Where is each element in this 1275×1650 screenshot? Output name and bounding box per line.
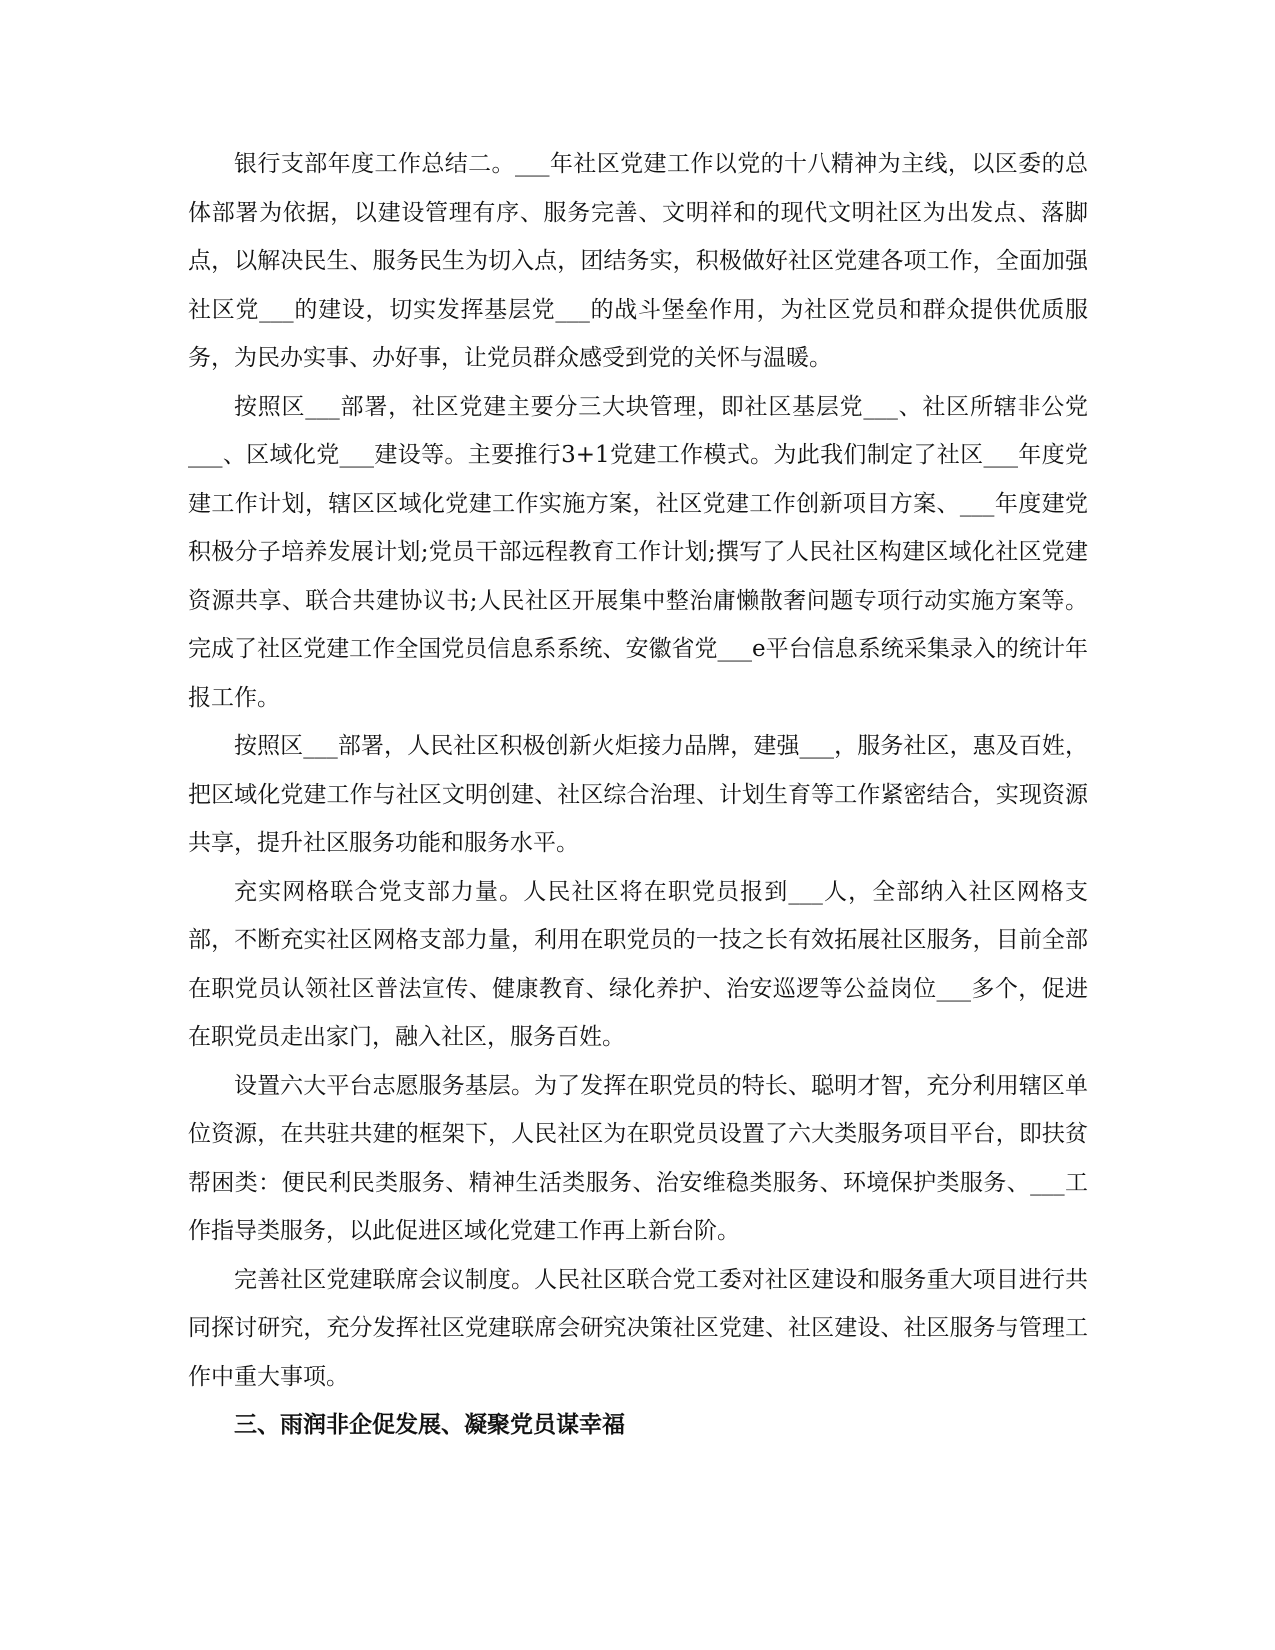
paragraph-1: 银行支部年度工作总结二。___年社区党建工作以党的十八精神为主线，以区委的总体部署为依据，以建设管理有序、服务完善、文明祥和的现代文明社区为出发点、落脚点，以解决民生、服务民生为切入点，团结务实，积极做好社区党建各项工作，全面加强社区党___的建设，切实发挥基层党___的战斗堡垒作用，为社区党员和群众提供优质服务，为民办实事、办好事，让党员群众感受到党的关怀与温暖。 bbox=[188, 151, 1088, 371]
paragraph-6: 完善社区党建联席会议制度。人民社区联合党工委对社区建设和服务重大项目进行共同探讨研究，充分发挥社区党建联席会研究决策社区党建、社区建设、社区服务与管理工作中重大事项。 bbox=[188, 1266, 1088, 1390]
section-heading: 三、雨润非企促发展、凝聚党员谋幸福 bbox=[234, 1411, 625, 1438]
paragraph-5: 设置六大平台志愿服务基层。为了发挥在职党员的特长、聪明才智，充分利用辖区单位资源，在共驻共建的框架下，人民社区为在职党员设置了六大类服务项目平台，即扶贫帮困类：便民利民类服务、精神生活类服务、治安维稳类服务、环境保护类服务、___工作指导类服务，以此促进区域化党建工作再上新台阶。 bbox=[188, 1072, 1088, 1244]
paragraph-2: 按照区___部署，社区党建主要分三大块管理，即社区基层党___、社区所辖非公党___、区域化党___建设等。主要推行3+1党建工作模式。为此我们制定了社区___年度党建工作计划，辖区区域化党建工作实施方案，社区党建工作创新项目方案、___年度建党积极分子培养发展计划;党员干部远程教育工作计划;撰写了人民社区构建区域化社区党建资源共享、联合共建协议书;人民社区开展集中整治庸懒散奢问题专项行动实施方案等。完成了社区党建工作全国党员信息系系统、安徽省党___e平台信息系统采集录入的统计年报工作。 bbox=[188, 393, 1088, 711]
document-body bbox=[188, 140, 1088, 1450]
paragraph-3: 按照区___部署，人民社区积极创新火炬接力品牌，建强___，服务社区，惠及百姓，把区域化党建工作与社区文明创建、社区综合治理、计划生育等工作紧密结合，实现资源共享，提升社区服务功能和服务水平。 bbox=[188, 733, 1088, 856]
paragraph-4: 充实网格联合党支部力量。人民社区将在职党员报到___人，全部纳入社区网格支部，不断充实社区网格支部力量，利用在职党员的一技之长有效拓展社区服务，目前全部在职党员认领社区普法宣传、健康教育、绿化养护、治安巡逻等公益岗位___多个，促进在职党员走出家门，融入社区，服务百姓。 bbox=[188, 878, 1088, 1050]
